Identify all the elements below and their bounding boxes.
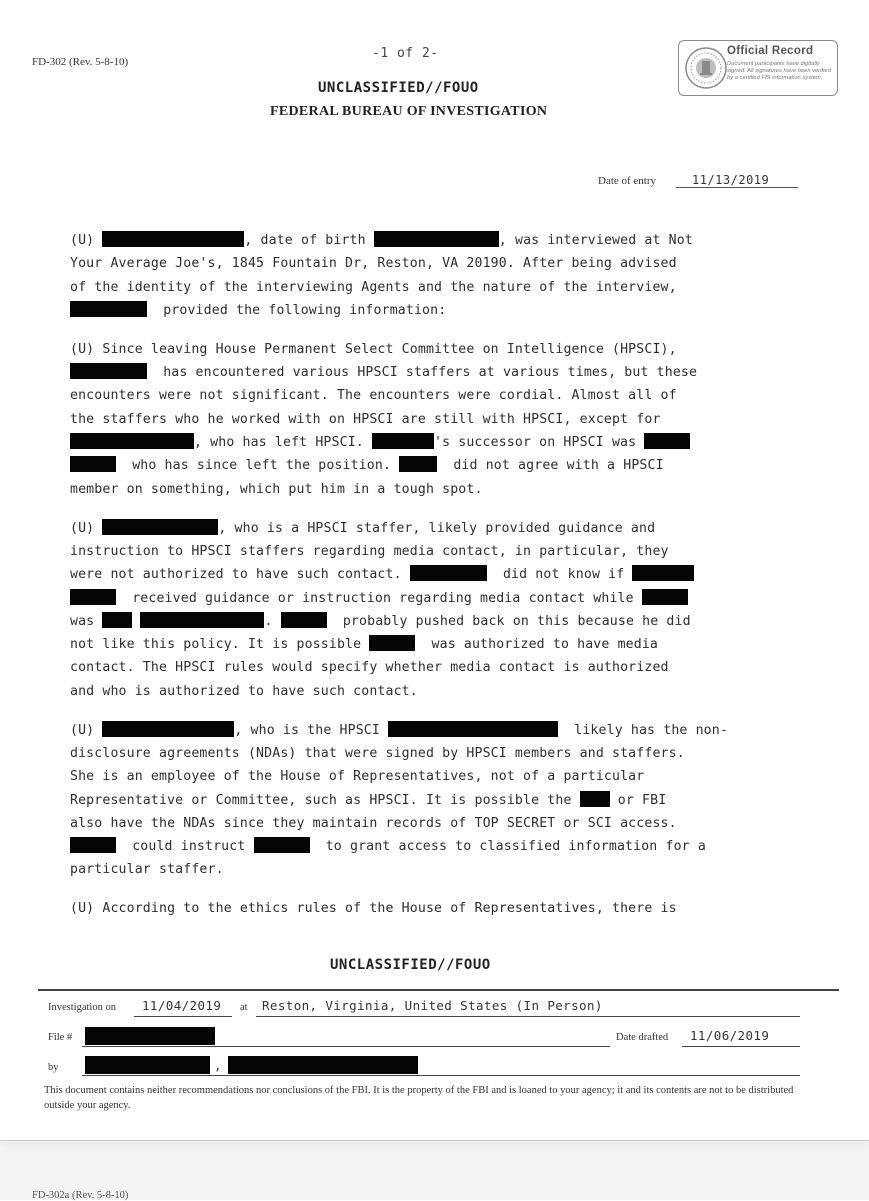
para4-line4-a: Representative or Committee, such as HPSCI. It is possible the — [70, 792, 580, 808]
date-of-entry-value: 11/13/2019 — [692, 173, 770, 187]
para2-line5-a: , who has left HPSCI. — [194, 435, 372, 451]
paragraph-3 — [70, 517, 794, 703]
official-record-stamp — [678, 40, 838, 96]
redaction — [228, 1056, 418, 1074]
para3-line8: and who is authorized to have such contact. — [70, 683, 418, 699]
next-page-area — [0, 1141, 869, 1200]
date-drafted-label: Date drafted — [616, 1032, 669, 1043]
date-of-entry-underline — [676, 187, 798, 188]
para1-line1-a: (U) — [70, 233, 103, 248]
para3-line4: received guidance or instruction regarding media contact while — [132, 590, 634, 606]
para3-line6-b: was authorized to have media — [431, 637, 659, 653]
para4-line4-b: or FBI — [617, 792, 667, 808]
location-underline — [256, 1016, 800, 1017]
investigation-on-value: 11/04/2019 — [142, 998, 222, 1013]
redaction — [399, 456, 437, 472]
redaction — [369, 635, 415, 651]
para4-line1-c: likely has the non- — [574, 722, 728, 738]
para3-line5-a: was — [70, 613, 95, 629]
para3-line3-a: were not authorized to have such contact. — [70, 567, 410, 583]
para4-line7: particular staffer. — [70, 862, 224, 878]
agency-title: FEDERAL BUREAU OF INVESTIGATION — [270, 104, 548, 119]
page-edge — [0, 1140, 869, 1141]
para2-line1: (U) Since leaving House Permanent Select Committee on Intelligence (HPSCI), — [70, 341, 677, 357]
date-of-entry-label: Date of entry — [598, 175, 657, 187]
para3-line6-a: not like this policy. It is possible — [70, 637, 370, 653]
redaction — [70, 363, 147, 379]
redaction — [102, 721, 234, 737]
redaction — [281, 612, 327, 628]
redaction — [102, 612, 132, 628]
para2-line4: the staffers who he worked with on HPSCI are still with HPSCI, except for — [70, 411, 661, 427]
stamp-title: Official Record — [727, 45, 814, 57]
redaction — [102, 519, 218, 535]
para4-line1-b: , who is the HPSCI — [234, 722, 389, 738]
para1-line4: provided the following information: — [163, 302, 447, 318]
form-id: FD-302 (Rev. 5-8-10) — [32, 56, 129, 68]
file-number-underline — [82, 1046, 610, 1047]
by-underline — [82, 1075, 800, 1076]
location-value: Reston, Virginia, United States (In Person) — [262, 998, 603, 1013]
footer-top-rule — [38, 989, 839, 991]
paragraph-4 — [70, 719, 794, 882]
investigation-on-label: Investigation on — [48, 1002, 116, 1013]
stamp-note: Document participants have digitally signed. All signatures have been verified by a certified FBI information system. — [727, 61, 831, 81]
redaction — [70, 589, 116, 605]
para1-line1-b: , date of birth — [244, 233, 374, 248]
para1-line3: of the identity of the interviewing Agents and the nature of the interview, — [70, 279, 677, 295]
para3-line3-b: did not know if — [502, 567, 625, 583]
para4-line5: also have the NDAs since they maintain records of TOP SECRET or SCI access. — [70, 815, 677, 831]
para4-line2: disclosure agreements (NDAs) that were signed by HPSCI members and staffers. — [70, 746, 685, 761]
redaction — [140, 612, 264, 628]
para4-line6-a: could instruct — [132, 839, 254, 855]
fbi-seal-icon — [684, 46, 728, 90]
redaction — [102, 231, 244, 247]
header-classification: UNCLASSIFIED//FOUO — [318, 80, 479, 96]
redaction — [372, 433, 434, 449]
at-label: at — [240, 1002, 248, 1013]
redaction — [374, 231, 499, 247]
para1-line2: Your Average Joe's, 1845 Fountain Dr, Reston, VA 20190. After being advised — [70, 256, 677, 272]
para2-line2: has encountered various HPSCI staffers at various times, but these — [163, 365, 698, 381]
paragraph-5 — [70, 897, 794, 920]
redaction — [70, 301, 147, 317]
redaction — [410, 565, 487, 581]
footer-classification: UNCLASSIFIED//FOUO — [330, 957, 491, 973]
document-body — [70, 229, 794, 921]
paragraph-1 — [70, 229, 794, 322]
para3-line2: instruction to HPSCI staffers regarding media contact, in particular, they — [70, 543, 669, 559]
para3-line1-b: , who is a HPSCI staffer, likely provided guidance and — [218, 520, 656, 536]
redaction — [85, 1056, 210, 1074]
file-number-label: File # — [48, 1032, 73, 1043]
para4-line3: She is an employee of the House of Representatives, not of a particular — [70, 769, 645, 785]
date-drafted-underline — [682, 1046, 800, 1047]
next-page-form-id: FD-302a (Rev. 5-8-10) — [32, 1190, 129, 1201]
disclaimer-text: This document contains neither recommendations nor conclusions of the FBI. It is the property of the FBI and is loaned to your agency; it and its contents are not to be distributed outside your agency. — [44, 1085, 794, 1111]
investigation-on-underline — [134, 1016, 232, 1017]
para2-line6-b: did not agree with a HPSCI — [453, 458, 664, 474]
by-label: by — [48, 1062, 59, 1073]
paragraph-2 — [70, 338, 794, 501]
redaction — [85, 1027, 215, 1045]
redaction — [580, 791, 610, 807]
para4-line1-a: (U) — [70, 722, 103, 738]
para1-line1-c: , was interviewed at Not — [498, 233, 693, 248]
page-indicator: -1 of 2- — [372, 46, 439, 61]
para2-line7: member on something, which put him in a tough spot. — [70, 481, 483, 497]
redaction — [70, 456, 116, 472]
redaction — [254, 837, 310, 853]
redaction — [70, 433, 194, 449]
para2-line3: encounters were not significant. The encounters were cordial. Almost all of — [70, 388, 677, 404]
by-separator: , — [214, 1058, 222, 1073]
date-drafted-value: 11/06/2019 — [690, 1028, 770, 1043]
para3-line7: contact. The HPSCI rules would specify whether media contact is authorized — [70, 660, 669, 676]
para5-line1: (U) According to the ethics rules of the House of Representatives, there is — [70, 901, 677, 917]
redaction — [70, 837, 116, 853]
redaction — [632, 565, 694, 581]
para3-line5-c: probably pushed back on this because he did — [342, 613, 691, 629]
para3-line5-b: . — [264, 613, 273, 629]
redaction — [388, 721, 558, 737]
redaction — [644, 433, 690, 449]
para2-line5-b: 's successor on HPSCI was — [433, 435, 637, 451]
para4-line6-b: to grant access to classified information for a — [325, 839, 706, 855]
para2-line6: who has since left the position. — [132, 458, 392, 474]
para3-line1-a: (U) — [70, 520, 103, 536]
redaction — [642, 589, 688, 605]
